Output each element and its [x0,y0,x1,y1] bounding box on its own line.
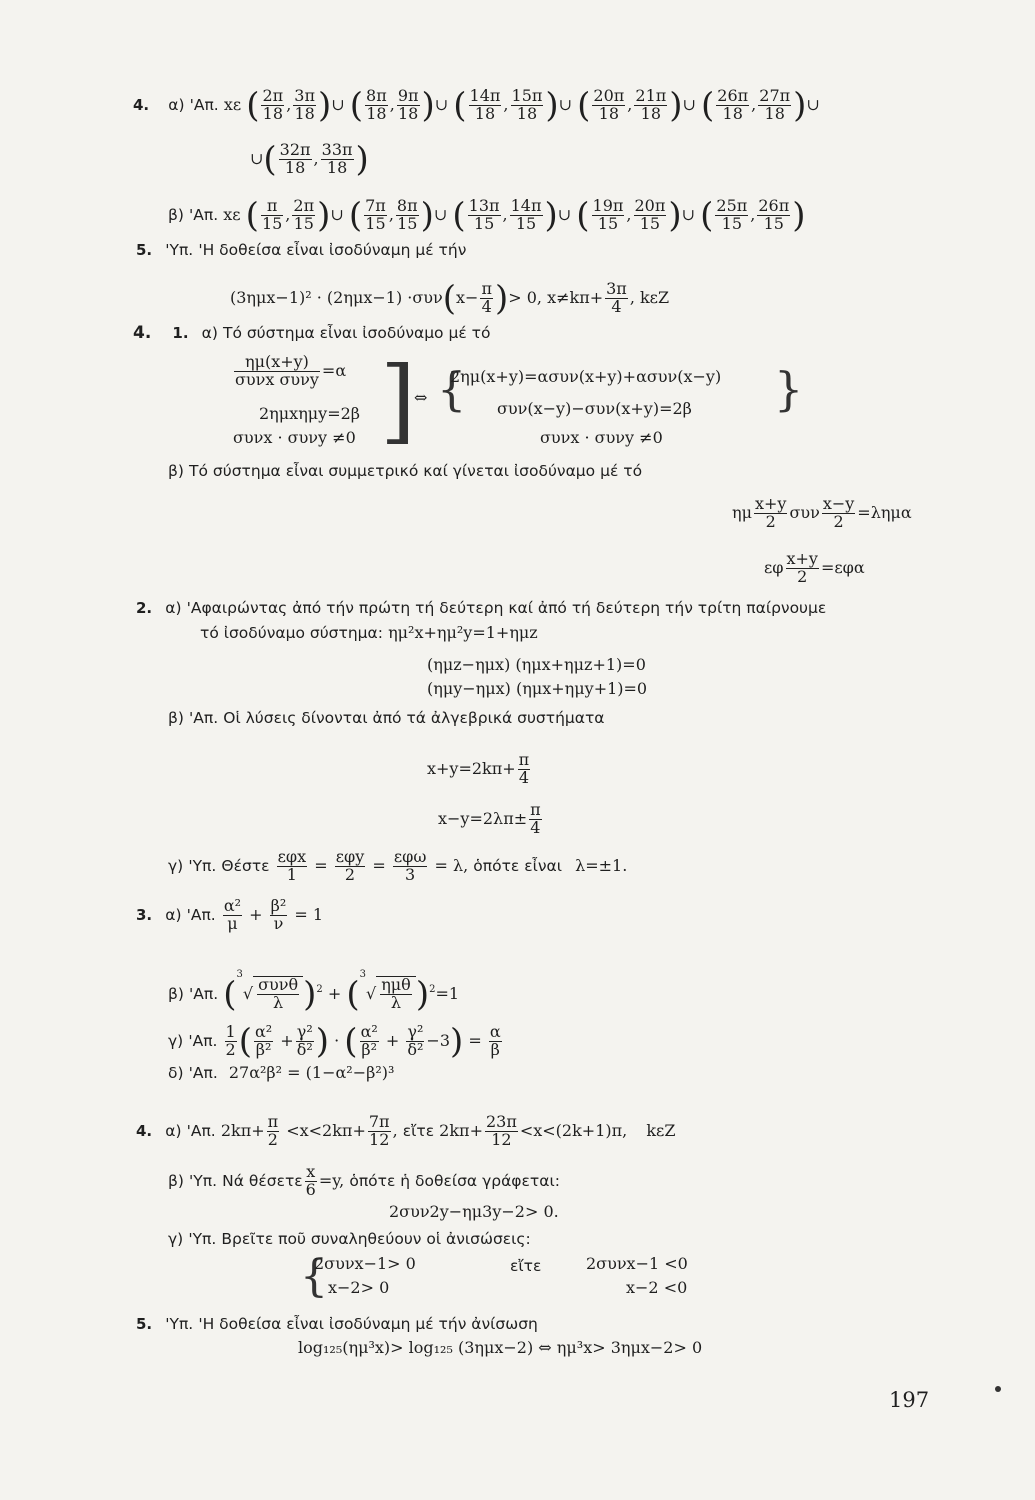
fraction: $\frac{19\pi}{15}$ [592,196,624,233]
page-number: 197 [889,1388,930,1412]
fraction: $\frac{\alpha}{\beta}$ [489,1022,501,1059]
fraction: $\frac{\text{συνθ}}{\lambda}$ [258,975,299,1012]
problem-4a-ineq: 4. α) 'Απ. 2kπ+ $\frac{\pi}{2}$ <x<2kπ+ $\frac{7\pi}{12}$ , εἴτε 2kπ+ $\frac{23\pi}{12}$ <x<(2k+1)π, kεZ [136,1112,676,1149]
fraction: $\frac{\text{εφω}}{3}$ [393,847,427,884]
symmetric-eq-1: ημ $\frac{x+y}{2}$ συν $\frac{x-y}{2}$ =λημα [732,494,912,531]
ineq-3: 2συνx−1 <0 [586,1254,688,1273]
problem-4b: β) 'Απ. xε ( $\frac{\pi}{15}$ , $\frac{2\pi}{15}$ )∪ ( $\frac{7\pi}{15}$ , $\frac{8\pi}{15}$ )∪ ( $\frac{13\pi}{15}$ , $\frac{14\pi}{15}$ )∪ ( $\frac{19\pi}{15}$ , $\frac{20\pi}{15}$ )∪ ( $\frac{25\pi}{15}$ , $\frac{26\pi}{15}$ ) [168,195,806,236]
fraction: $\frac{7\pi}{12}$ [368,1112,390,1149]
system-right-3: συνx · συνy ≠0 [540,428,663,447]
problem-3d: δ) 'Απ. 27α²β² = (1−α²−β²)³ [168,1063,395,1082]
fraction: $\frac{32\pi}{18}$ [279,140,311,177]
fraction: $\frac{33\pi}{18}$ [321,140,353,177]
problem-3b: β) 'Απ. ($^3$√ $\frac{\text{συνθ}}{\lambda}$ )$^2$ + ($^3$√ $\frac{\text{ημθ}}{\lambda}$ )$^2$=1 [168,969,460,1015]
fraction: $\frac{\pi}{4}$ [481,279,492,316]
fraction: $\frac{14\pi}{15}$ [510,196,542,233]
fraction: $\frac{x+y}{2}$ [754,494,787,531]
system-left: $\frac{\eta\mu(x+y)}{\text{συνx συνy}}$ =α [235,352,347,389]
fraction: $\frac{27\pi}{18}$ [759,86,791,123]
problem-2a-line2: τό ἰσοδύναμο σύστημα: ημ²x+ημ²y=1+ημz [200,623,538,642]
ink-dot [995,1386,1001,1392]
left-brace: { [437,362,467,416]
fraction: $\frac{\text{εφx}}{1}$ [277,847,307,884]
fraction: $\frac{\pi}{4}$ [518,750,530,787]
problem-3a: 3. α) 'Απ. $\frac{\text{α²}}{\mu}$ + $\frac{\text{β²}}{\nu}$ = 1 [136,896,324,933]
problem-4b-hint: β) 'Υπ. Νά θέσετε $\frac{x}{6}$ =y, ὁπότε ἡ δοθείσα γράφεται: [168,1162,560,1199]
system-right-1: 2ημ(x+y)=ασυν(x+y)+ασυν(x−y) [450,367,722,386]
problem-2a: 2. α) 'Αφαιρώντας ἀπό τήν πρώτη τή δεύτερη καί ἀπό τή δεύτερη τήν τρίτη παίρνουμε [136,599,827,617]
problem-5-ineq: 5. 'Υπ. 'Η δοθείσα εἶναι ἰσοδύναμη μέ τήν ἀνίσωση [136,1315,538,1333]
fraction: $\frac{14\pi}{18}$ [469,86,501,123]
fraction: $\frac{2\pi}{15}$ [293,196,315,233]
fraction: $\frac{\text{γ²}}{\text{δ²}}$ [296,1022,313,1059]
problem-4b-eq: 2συν2y−ημ3y−2> 0. [389,1202,559,1221]
fraction: $\frac{20\pi}{18}$ [593,86,625,123]
fraction: $\frac{26\pi}{15}$ [758,196,790,233]
problem-5-formula: (3ημx−1)² · (2ημx−1) ·συν(x− $\frac{\pi}{4}$ )> 0, x≠kπ+ $\frac{3\pi}{4}$ , kεZ [230,278,670,319]
fraction: $\frac{\eta\mu(x+y)}{\text{συνx συνy}}$ [235,352,319,389]
problem-2b-s2: x−y=2λπ± $\frac{\pi}{4}$ [438,800,541,837]
left-brace-2: { [300,1251,328,1302]
fraction: $\frac{\text{β²}}{\nu}$ [270,896,287,933]
fraction: $\frac{3\pi}{18}$ [294,86,315,123]
ineq-2: x−2> 0 [328,1278,390,1297]
fraction: $\frac{\text{εφy}}{2}$ [335,847,365,884]
fraction: $\frac{x}{6}$ [305,1162,316,1199]
fraction: $\frac{25\pi}{15}$ [716,196,748,233]
problem-5-log: log₁₂₅(ημ³x)> log₁₂₅ (3ημx−2) ⇔ ημ³x> 3ημx−2> 0 [298,1338,703,1357]
fraction: $\frac{20\pi}{15}$ [634,196,666,233]
fraction: $\frac{9\pi}{18}$ [397,86,419,123]
fraction: $\frac{\text{ημθ}}{\lambda}$ [381,975,411,1012]
system-left-3: συνx · συνy ≠0 [233,428,356,447]
fraction: $\frac{7\pi}{15}$ [365,196,386,233]
ineq-1: 2συνx−1> 0 [314,1254,416,1273]
fraction: $\frac{3\pi}{4}$ [606,279,627,316]
part4-1b: β) Τό σύστημα εἶναι συμμετρικό καί γίνεται ἰσοδύναμο μέ τό [168,462,643,480]
fraction: $\frac{\text{α²}}{\text{β²}}$ [360,1022,378,1059]
problem-2b-s1: x+y=2kπ+ $\frac{\pi}{4}$ [427,750,530,787]
right-bracket: ] [380,347,416,454]
fraction: $\frac{21\pi}{18}$ [635,86,667,123]
fraction: $\frac{\pi}{4}$ [530,800,541,837]
problem-2a-eq2: (ημz−ημx) (ημx+ημz+1)=0 [427,655,646,674]
symmetric-eq-2: εφ $\frac{x+y}{2}$ =εφα [764,549,865,586]
fraction: $\frac{8\pi}{15}$ [396,196,418,233]
fraction: $\frac{13\pi}{15}$ [468,196,500,233]
fraction: $\frac{15\pi}{18}$ [511,86,543,123]
system-left-2: 2ημxημy=2β [259,404,361,423]
ineq-4: x−2 <0 [626,1278,688,1297]
fraction: $\frac{\text{γ²}}{\text{δ²}}$ [407,1022,424,1059]
problem-2b: β) 'Απ. Οἱ λύσεις δίνονται ἀπό τά ἀλγεβρικά συστήματα [168,709,605,727]
problem-3g: γ) 'Απ. $\frac{1}{2}$ ( $\frac{\text{α²}}{\text{β²}}$ + $\frac{\text{γ²}}{\text{δ²}}$ ) · ( $\frac{\text{α²}}{\text{β²}}$ + $\frac{\text{γ²}}{\text{δ²}}$ −3) = $\frac{\alpha}{\beta}$ [168,1021,501,1062]
fraction: $\frac{\pi}{15}$ [261,196,283,233]
problem-5-heading: 5. 'Υπ. 'Η δοθείσα εἶναι ἰσοδύναμη μέ τήν [136,241,467,259]
problem-2g: γ) 'Υπ. Θέστε $\frac{\text{εφx}}{1}$ = $\frac{\text{εφy}}{2}$ = $\frac{\text{εφω}}{3}$ = λ, ὁπότε εἶναι λ=±1. [168,847,628,884]
either-label: εἴτε [510,1257,542,1275]
problem-2a-eq3: (ημy−ημx) (ημx+ημy+1)=0 [427,679,648,698]
equivalence-arrow: ⇔ [414,388,428,407]
fraction: $\frac{26\pi}{18}$ [717,86,749,123]
part4-1a-heading: 4. 1. α) Τό σύστημα εἶναι ἰσοδύναμο μέ τό [133,323,491,343]
problem-4g-hint: γ) 'Υπ. Βρεῖτε ποῦ συναληθεύουν οἱ ἀνισώσεις: [168,1230,531,1248]
problem-4a-line1: 4. α) 'Απ. xε ( $\frac{2\pi}{18}$ , $\frac{3\pi}{18}$ )∪ ( $\frac{8\pi}{18}$ , $\frac{9\pi}{18}$ )∪ ( $\frac{14\pi}{18}$ , $\frac{15\pi}{18}$ )∪ ( $\frac{20\pi}{18}$ , $\frac{21\pi}{18}$ )∪ ( $\frac{26\pi}{18}$ , $\frac{27\pi}{18}$ )∪ [133,85,820,126]
fraction: $\frac{\pi}{2}$ [267,1112,279,1149]
problem-4a-line2: ∪( $\frac{32\pi}{18}$ , $\frac{33\pi}{18}$ ) [250,139,369,180]
fraction: $\frac{2\pi}{18}$ [262,86,284,123]
fraction: $\frac{1}{2}$ [225,1022,236,1059]
fraction: $\frac{23\pi}{12}$ [485,1112,517,1149]
fraction: $\frac{\text{α²}}{\mu}$ [223,896,242,933]
right-brace: } [774,362,804,416]
fraction: $\frac{\text{α²}}{\text{β²}}$ [255,1022,273,1059]
system-right-2: συν(x−y)−συν(x+y)=2β [497,399,692,418]
fraction: $\frac{x+y}{2}$ [786,549,818,586]
fraction: $\frac{8\pi}{18}$ [366,86,387,123]
fraction: $\frac{x-y}{2}$ [822,494,855,531]
